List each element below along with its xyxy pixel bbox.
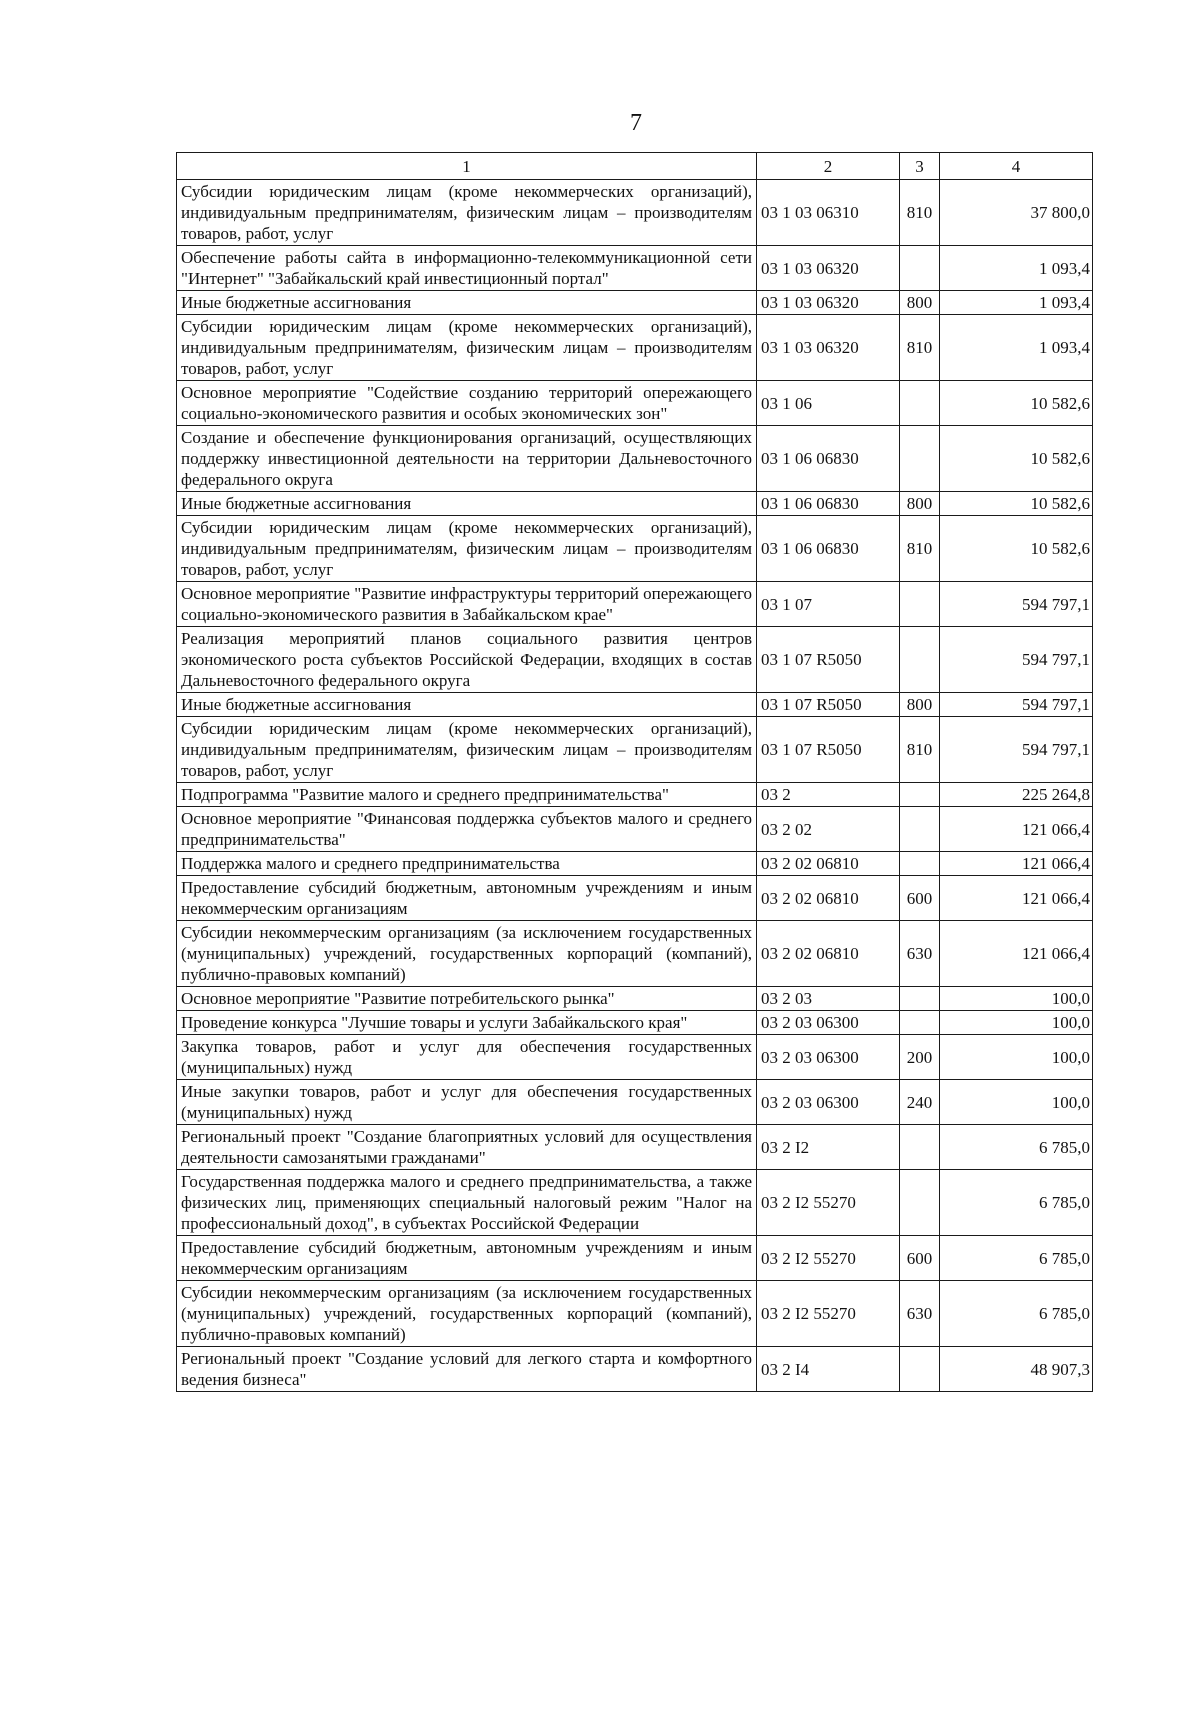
- table-row: [177, 1011, 1093, 1035]
- row-name: Подпрограмма "Развитие малого и среднего предпринимательства": [177, 783, 757, 807]
- row-name: Основное мероприятие "Содействие созданию территорий опережающего социально-экономического развития и особых экономических зон": [177, 381, 757, 426]
- row-type: [900, 807, 940, 852]
- row-code: 03 2: [757, 783, 900, 807]
- row-name: Реализация мероприятий планов социального развития центров экономического роста субъектов Российской Федерации, входящих в состав Дальневосточного федерального округа: [177, 627, 757, 693]
- row-code: 03 2 I2 55270: [757, 1236, 900, 1281]
- table-row: [177, 876, 1093, 921]
- table-row: [177, 1236, 1093, 1281]
- table-body: [177, 180, 1093, 1392]
- row-type: 600: [900, 1236, 940, 1281]
- row-sum: 37 800,0: [940, 180, 1093, 246]
- row-type: 800: [900, 492, 940, 516]
- row-code: 03 1 06 06830: [757, 492, 900, 516]
- table-row: [177, 1347, 1093, 1392]
- row-type: 810: [900, 717, 940, 783]
- row-type: [900, 1125, 940, 1170]
- row-type: [900, 1347, 940, 1392]
- row-code: 03 2 02 06810: [757, 876, 900, 921]
- table-row: [177, 1080, 1093, 1125]
- table-row: [177, 180, 1093, 246]
- row-name: Поддержка малого и среднего предпринимательства: [177, 852, 757, 876]
- row-code: 03 2 02: [757, 807, 900, 852]
- row-name: Субсидии некоммерческим организациям (за исключением государственных (муниципальных) учреждений, государственных корпораций (компаний), публично-правовых компаний): [177, 921, 757, 987]
- row-code: 03 2 02 06810: [757, 852, 900, 876]
- row-name: Основное мероприятие "Развитие инфраструктуры территорий опережающего социально-экономического развития в Забайкальском крае": [177, 582, 757, 627]
- row-sum: 6 785,0: [940, 1236, 1093, 1281]
- table-row: [177, 807, 1093, 852]
- row-name: Субсидии юридическим лицам (кроме некоммерческих организаций), индивидуальным предпринимателям, физическим лицам – производителям товаров, работ, услуг: [177, 717, 757, 783]
- row-name: Иные закупки товаров, работ и услуг для обеспечения государственных (муниципальных) нужд: [177, 1080, 757, 1125]
- row-sum: 121 066,4: [940, 807, 1093, 852]
- row-code: 03 1 07 R5050: [757, 693, 900, 717]
- row-sum: 1 093,4: [940, 291, 1093, 315]
- row-code: 03 1 03 06320: [757, 246, 900, 291]
- table-row: [177, 1035, 1093, 1080]
- row-sum: 594 797,1: [940, 717, 1093, 783]
- row-code: 03 1 03 06310: [757, 180, 900, 246]
- row-name: Региональный проект "Создание благоприятных условий для осуществления деятельности самозанятыми гражданами": [177, 1125, 757, 1170]
- row-code: 03 2 02 06810: [757, 921, 900, 987]
- row-sum: 10 582,6: [940, 492, 1093, 516]
- column-header-sum: 4: [940, 153, 1093, 180]
- row-code: 03 1 03 06320: [757, 315, 900, 381]
- row-name: Субсидии юридическим лицам (кроме некоммерческих организаций), индивидуальным предпринимателям, физическим лицам – производителям товаров, работ, услуг: [177, 180, 757, 246]
- row-name: Создание и обеспечение функционирования организаций, осуществляющих поддержку инвестиционной деятельности на территории Дальневосточного федерального округа: [177, 426, 757, 492]
- row-sum: 48 907,3: [940, 1347, 1093, 1392]
- row-name: Субсидии юридическим лицам (кроме некоммерческих организаций), индивидуальным предпринимателям, физическим лицам – производителям товаров, работ, услуг: [177, 315, 757, 381]
- table-row: [177, 1281, 1093, 1347]
- row-name: Государственная поддержка малого и среднего предпринимательства, а также физических лиц, применяющих специальный налоговый режим "Налог на профессиональный доход", в субъектах Российской Федерации: [177, 1170, 757, 1236]
- row-name: Субсидии некоммерческим организациям (за исключением государственных (муниципальных) учреждений, государственных корпораций (компаний), публично-правовых компаний): [177, 1281, 757, 1347]
- row-type: [900, 852, 940, 876]
- table-row: [177, 1170, 1093, 1236]
- row-type: 800: [900, 291, 940, 315]
- row-code: 03 2 I2 55270: [757, 1170, 900, 1236]
- row-type: [900, 1011, 940, 1035]
- table-row: [177, 987, 1093, 1011]
- row-code: 03 1 06 06830: [757, 426, 900, 492]
- row-code: 03 2 03 06300: [757, 1011, 900, 1035]
- row-sum: 6 785,0: [940, 1170, 1093, 1236]
- row-sum: 121 066,4: [940, 876, 1093, 921]
- row-sum: 6 785,0: [940, 1281, 1093, 1347]
- row-code: 03 1 07 R5050: [757, 627, 900, 693]
- row-name: Иные бюджетные ассигнования: [177, 693, 757, 717]
- row-code: 03 1 06 06830: [757, 516, 900, 582]
- row-sum: 10 582,6: [940, 426, 1093, 492]
- row-code: 03 2 I2: [757, 1125, 900, 1170]
- row-type: [900, 783, 940, 807]
- row-sum: 100,0: [940, 987, 1093, 1011]
- row-sum: 10 582,6: [940, 516, 1093, 582]
- table-row: [177, 426, 1093, 492]
- table-row: [177, 381, 1093, 426]
- row-sum: 6 785,0: [940, 1125, 1093, 1170]
- row-type: [900, 627, 940, 693]
- row-type: 810: [900, 516, 940, 582]
- row-name: Субсидии юридическим лицам (кроме некоммерческих организаций), индивидуальным предпринимателям, физическим лицам – производителям товаров, работ, услуг: [177, 516, 757, 582]
- table-row: [177, 693, 1093, 717]
- row-name: Предоставление субсидий бюджетным, автономным учреждениям и иным некоммерческим организациям: [177, 876, 757, 921]
- row-type: 630: [900, 1281, 940, 1347]
- column-header-type: 3: [900, 153, 940, 180]
- row-sum: 225 264,8: [940, 783, 1093, 807]
- row-type: 200: [900, 1035, 940, 1080]
- row-sum: 100,0: [940, 1035, 1093, 1080]
- table-row: [177, 516, 1093, 582]
- row-type: 800: [900, 693, 940, 717]
- table-row: [177, 921, 1093, 987]
- column-header-code: 2: [757, 153, 900, 180]
- row-name: Региональный проект "Создание условий для легкого старта и комфортного ведения бизнеса": [177, 1347, 757, 1392]
- row-name: Иные бюджетные ассигнования: [177, 291, 757, 315]
- row-name: Иные бюджетные ассигнования: [177, 492, 757, 516]
- page-number: 7: [630, 110, 642, 136]
- row-type: [900, 426, 940, 492]
- row-sum: 10 582,6: [940, 381, 1093, 426]
- row-type: [900, 582, 940, 627]
- table-row: [177, 627, 1093, 693]
- table-row: [177, 717, 1093, 783]
- row-sum: 100,0: [940, 1080, 1093, 1125]
- row-sum: 594 797,1: [940, 627, 1093, 693]
- table-row: [177, 852, 1093, 876]
- row-type: [900, 1170, 940, 1236]
- table-row: [177, 315, 1093, 381]
- row-code: 03 1 07 R5050: [757, 717, 900, 783]
- row-code: 03 1 03 06320: [757, 291, 900, 315]
- row-type: 240: [900, 1080, 940, 1125]
- row-code: 03 2 03 06300: [757, 1035, 900, 1080]
- table-row: [177, 582, 1093, 627]
- row-sum: 1 093,4: [940, 246, 1093, 291]
- row-type: [900, 381, 940, 426]
- table-row: [177, 246, 1093, 291]
- row-name: Закупка товаров, работ и услуг для обеспечения государственных (муниципальных) нужд: [177, 1035, 757, 1080]
- row-name: Основное мероприятие "Развитие потребительского рынка": [177, 987, 757, 1011]
- row-type: [900, 246, 940, 291]
- row-type: [900, 987, 940, 1011]
- table-header-row: [177, 153, 1093, 180]
- table-row: [177, 291, 1093, 315]
- row-sum: 121 066,4: [940, 852, 1093, 876]
- table-row: [177, 492, 1093, 516]
- row-type: 810: [900, 180, 940, 246]
- row-code: 03 1 06: [757, 381, 900, 426]
- row-name: Предоставление субсидий бюджетным, автономным учреждениям и иным некоммерческим организациям: [177, 1236, 757, 1281]
- budget-table: [176, 152, 1093, 1392]
- row-sum: 100,0: [940, 1011, 1093, 1035]
- row-code: 03 2 03 06300: [757, 1080, 900, 1125]
- row-sum: 1 093,4: [940, 315, 1093, 381]
- row-code: 03 2 03: [757, 987, 900, 1011]
- row-code: 03 1 07: [757, 582, 900, 627]
- row-type: 600: [900, 876, 940, 921]
- row-type: 810: [900, 315, 940, 381]
- table-row: [177, 783, 1093, 807]
- row-sum: 594 797,1: [940, 693, 1093, 717]
- row-name: Проведение конкурса "Лучшие товары и услуги Забайкальского края": [177, 1011, 757, 1035]
- column-header-name: 1: [177, 153, 757, 180]
- row-type: 630: [900, 921, 940, 987]
- row-code: 03 2 I2 55270: [757, 1281, 900, 1347]
- table-row: [177, 1125, 1093, 1170]
- row-name: Основное мероприятие "Финансовая поддержка субъектов малого и среднего предпринимательства": [177, 807, 757, 852]
- row-sum: 121 066,4: [940, 921, 1093, 987]
- row-name: Обеспечение работы сайта в информационно-телекоммуникационной сети "Интернет" "Забайкальский край инвестиционный портал": [177, 246, 757, 291]
- row-sum: 594 797,1: [940, 582, 1093, 627]
- row-code: 03 2 I4: [757, 1347, 900, 1392]
